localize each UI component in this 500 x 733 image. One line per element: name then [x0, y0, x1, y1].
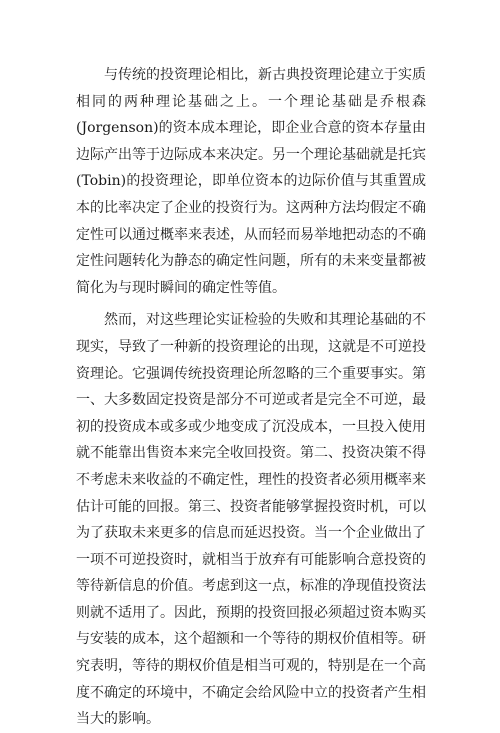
paragraph-1: 与传统的投资理论相比，新古典投资理论建立于实质相同的两种理论基础之上。一个理论基础是乔根森(Jorgenson)的资本成本理论，即企业合意的资本存量由边际产出等于边际成本来决定。另一个理论基础就是托宾(Tobin)的投资理论，即单位资本的边际价值与其重置成本的比率决定了企业的投资行为。这两种方法均假定不确定性可以通过概率来表述，从而轻而易举地把动态的不确定性问题转化为静态的确定性问题，所有的未来变量都被简化为与现时瞬间的确定性等值。	[76, 67, 426, 296]
paragraph-2: 然而，对这些理论实证检验的失败和其理论基础的不现实，导致了一种新的投资理论的出现，这就是不可逆投资理论。它强调传统投资理论所忽略的三个重要事实。第一、大多数固定投资是部分不可逆或者是完全不可逆，最初的投资成本或多或少地变成了沉没成本，一旦投入使用就不能靠出售资本来完全收回投资。第二、投资决策不得不考虑未来收益的不确定性，理性的投资者必须用概率来估计可能的回报。第三、投资者能够掌握投资时机，可以为了获取未来更多的信息而延迟投资。当一个企业做出了一项不可逆投资时，就相当于放弃有可能影响合意投资的等待新信息的价值。考虑到这一点，标准的净现值投资法则就不适用了。因此，预期的投资回报必须超过资本购买与安装的成本，这个超额和一个等待的期权价值相等。研究表明，等待的期权价值是相当可观的，特别是在一个高度不确定的环境中，不确定会给风险中立的投资者产生相当大的影响。	[76, 312, 426, 728]
document-body	[76, 62, 426, 733]
